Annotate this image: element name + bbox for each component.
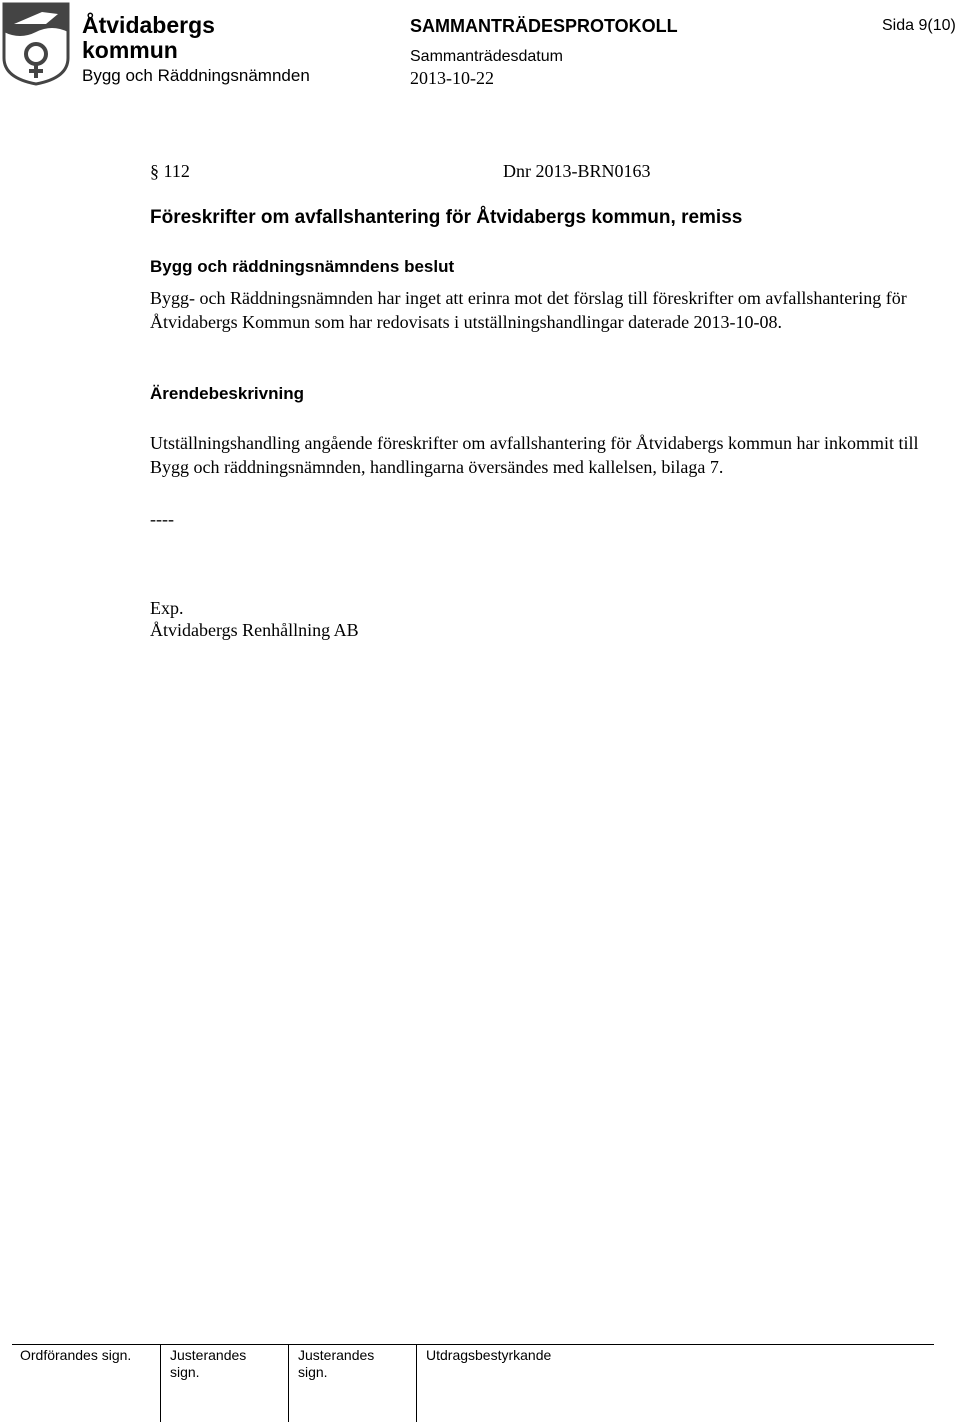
committee-name: Bygg och Räddningsnämnden	[82, 66, 310, 85]
certification-label: Utdragsbestyrkande	[426, 1347, 552, 1363]
org-name: Åtvidabergs	[82, 12, 215, 38]
separator: ----	[150, 509, 174, 529]
footer-column-divider	[416, 1344, 417, 1422]
adjuster2-signature-label-line2: sign.	[298, 1364, 328, 1380]
municipal-coat-of-arms-icon	[2, 2, 70, 86]
footer-column-divider	[160, 1344, 161, 1422]
item-title: Föreskrifter om avfallshantering för Åtvidabergs kommun, remiss	[150, 207, 743, 228]
exp-recipient: Åtvidabergs Renhållning AB	[150, 620, 359, 640]
chair-signature-label: Ordförandes sign.	[20, 1347, 132, 1363]
meeting-date-label: Sammanträdesdatum	[410, 48, 563, 65]
registration-number: Dnr 2013-BRN0163	[503, 161, 651, 181]
meeting-date: 2013-10-22	[410, 68, 494, 88]
document-type: SAMMANTRÄDESPROTOKOLL	[410, 16, 678, 36]
decision-heading: Bygg och räddningsnämndens beslut	[150, 257, 455, 276]
org-name-line2: kommun	[82, 37, 178, 63]
section-number: § 112	[150, 161, 190, 181]
adjuster1-signature-label: Justerandes	[170, 1347, 247, 1363]
description-heading: Ärendebeskrivning	[150, 384, 304, 403]
page-number: Sida 9(10)	[882, 17, 956, 34]
decision-text: Bygg- och Räddningsnämnden har inget att erinra mot det förslag till föreskrifter om avfallshantering för Åtvidabergs Kommun som har redovisats i utställningshandlingar daterade 2013-10-08.	[150, 288, 907, 332]
exp-label: Exp.	[150, 598, 184, 618]
footer-column-divider	[288, 1344, 289, 1422]
description-text: Utställningshandling angående föreskrifter om avfallshantering för Åtvidabergs kommun har inkommit till Bygg och räddningsnämnden, handlingarna översändes med kallelsen, bilaga 7.	[150, 433, 919, 477]
adjuster1-signature-label-line2: sign.	[170, 1364, 200, 1380]
footer-divider	[12, 1344, 934, 1345]
adjuster2-signature-label: Justerandes	[298, 1347, 375, 1363]
